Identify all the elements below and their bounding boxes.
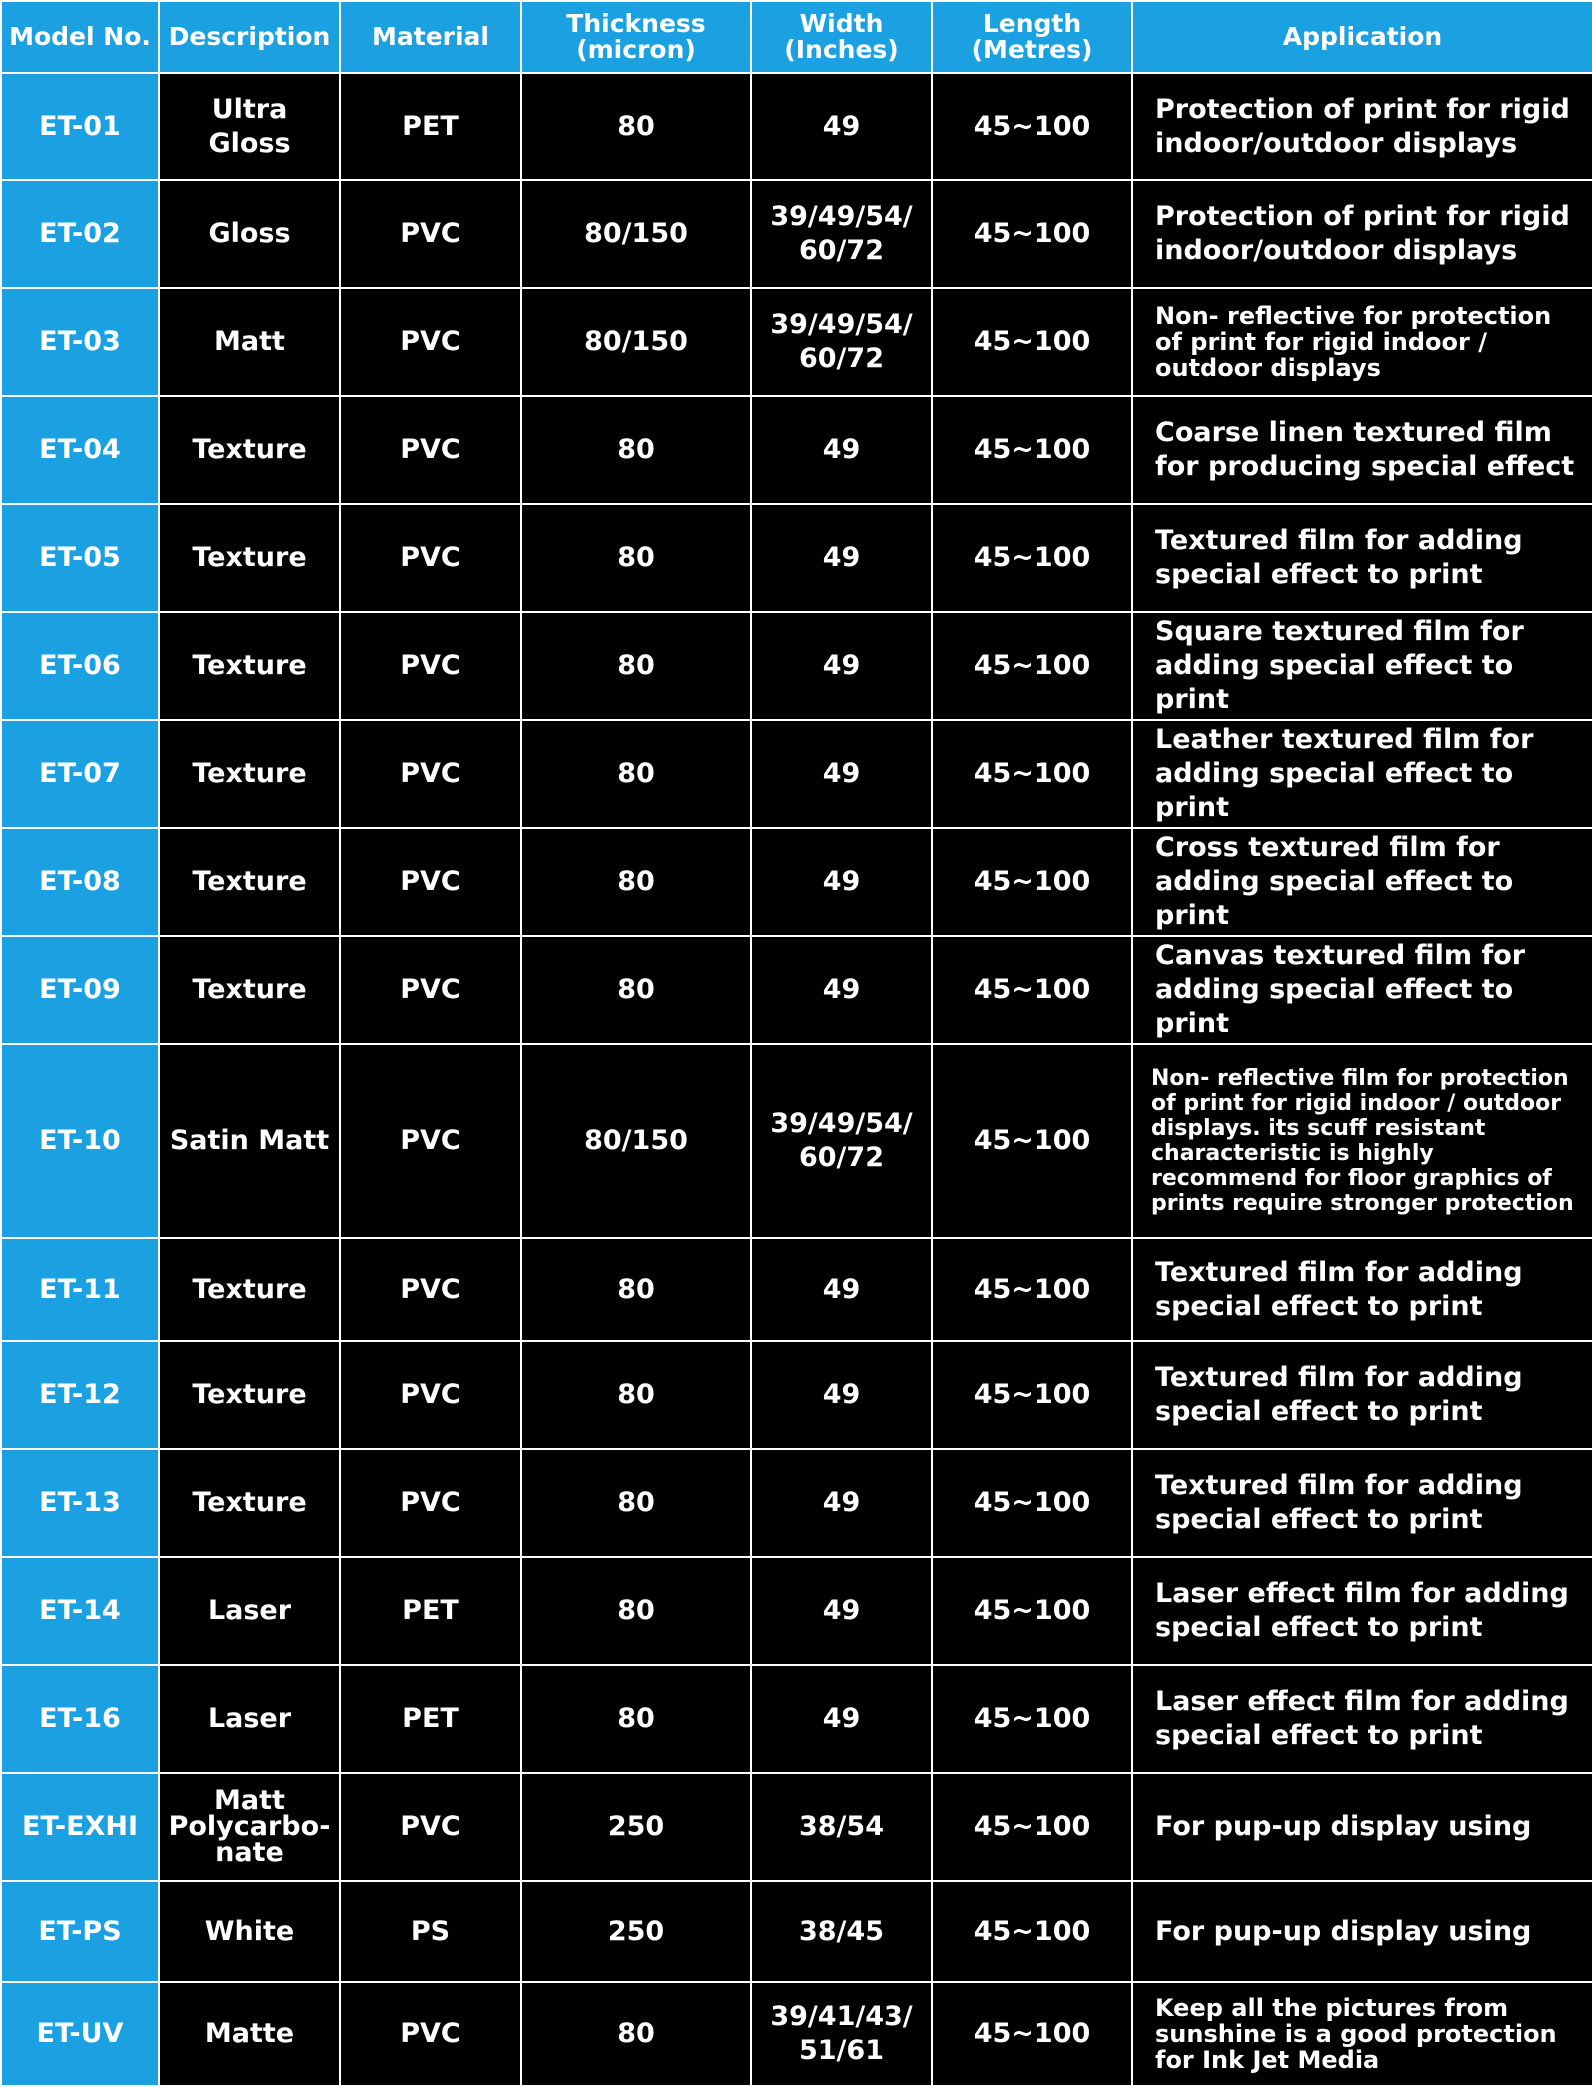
header-description: Description [159,1,340,73]
cell-description: Texture [159,396,340,504]
cell-length: 45~100 [932,1773,1132,1881]
cell-model-no: ET-05 [1,504,159,612]
cell-model-no: ET-11 [1,1238,159,1341]
cell-application: Keep all the pictures from sunshine is a good protection for Ink Jet Media [1132,1982,1592,2086]
header-thickness: Thickness (micron) [521,1,751,73]
cell-material: PVC [340,180,521,288]
cell-model-no: ET-04 [1,396,159,504]
cell-thickness: 80 [521,1449,751,1557]
cell-application: Non- reflective for protection of print for rigid indoor / outdoor displays [1132,288,1592,396]
cell-material: PET [340,73,521,180]
cell-material: PVC [340,936,521,1044]
cell-width: 49 [751,936,932,1044]
cell-description: Gloss [159,180,340,288]
cell-width: 39/49/54/ 60/72 [751,1044,932,1238]
cell-length: 45~100 [932,1665,1132,1773]
cell-material: PET [340,1665,521,1773]
table-row [1,180,1592,288]
cell-length: 45~100 [932,73,1132,180]
table-row [1,1341,1592,1449]
cell-material: PVC [340,504,521,612]
cell-description: Laser [159,1665,340,1773]
cell-material: PVC [340,396,521,504]
cell-width: 49 [751,612,932,720]
cell-material: PVC [340,1982,521,2086]
table-row [1,828,1592,936]
cell-description: Texture [159,720,340,828]
cell-application: Coarse linen textured film for producing special effect [1132,396,1592,504]
table-row [1,1238,1592,1341]
cell-model-no: ET-PS [1,1881,159,1982]
cell-application: Protection of print for rigid indoor/outdoor displays [1132,73,1592,180]
cell-length: 45~100 [932,1881,1132,1982]
table-row [1,1044,1592,1238]
cell-application: Leather textured film for adding special effect to print [1132,720,1592,828]
header-application: Application [1132,1,1592,73]
cell-material: PVC [340,720,521,828]
cell-model-no: ET-UV [1,1982,159,2086]
table-row [1,1982,1592,2086]
cell-length: 45~100 [932,396,1132,504]
cell-length: 45~100 [932,1341,1132,1449]
cell-thickness: 80 [521,1341,751,1449]
cell-width: 39/49/54/ 60/72 [751,180,932,288]
cell-description: Texture [159,1341,340,1449]
cell-material: PVC [340,1773,521,1881]
cell-thickness: 80 [521,73,751,180]
cell-width: 38/45 [751,1881,932,1982]
cell-application: Textured film for adding special effect to print [1132,1238,1592,1341]
cell-description: Texture [159,828,340,936]
cell-description: Texture [159,612,340,720]
cell-length: 45~100 [932,1044,1132,1238]
cell-thickness: 80/150 [521,180,751,288]
cell-length: 45~100 [932,936,1132,1044]
table-row [1,73,1592,180]
cell-description: Texture [159,936,340,1044]
cell-thickness: 80 [521,936,751,1044]
header-length: Length (Metres) [932,1,1132,73]
header-material: Material [340,1,521,73]
cell-thickness: 80 [521,612,751,720]
cell-length: 45~100 [932,288,1132,396]
cell-length: 45~100 [932,504,1132,612]
cell-thickness: 80 [521,720,751,828]
cell-application: Laser effect film for adding special effect to print [1132,1557,1592,1665]
cell-model-no: ET-02 [1,180,159,288]
cell-thickness: 250 [521,1773,751,1881]
cell-material: PVC [340,1449,521,1557]
cell-description: Texture [159,1238,340,1341]
table-row [1,1881,1592,1982]
cell-model-no: ET-EXHI [1,1773,159,1881]
cell-material: PVC [340,1238,521,1341]
cell-application: Protection of print for rigid indoor/outdoor displays [1132,180,1592,288]
table-row [1,504,1592,612]
cell-application: Textured film for adding special effect to print [1132,1449,1592,1557]
cell-length: 45~100 [932,180,1132,288]
cell-width: 49 [751,1557,932,1665]
cell-application: Non- reflective film for protection of print for rigid indoor / outdoor displays. its scuff resistant characteristic is highly recommend for floor graphics of prints require stronger protection [1132,1044,1592,1238]
cell-width: 49 [751,720,932,828]
cell-thickness: 80/150 [521,288,751,396]
cell-description: Ultra Gloss [159,73,340,180]
cell-description: Laser [159,1557,340,1665]
table-row [1,1557,1592,1665]
cell-description: Matt [159,288,340,396]
cell-thickness: 80 [521,1557,751,1665]
cell-model-no: ET-10 [1,1044,159,1238]
cell-material: PET [340,1557,521,1665]
cell-material: PVC [340,612,521,720]
cell-model-no: ET-14 [1,1557,159,1665]
table-row [1,1449,1592,1557]
cell-length: 45~100 [932,1557,1132,1665]
cell-model-no: ET-07 [1,720,159,828]
cell-width: 49 [751,828,932,936]
cell-thickness: 80 [521,396,751,504]
cell-description: Satin Matt [159,1044,340,1238]
table-row [1,1773,1592,1881]
cell-width: 49 [751,1238,932,1341]
cell-width: 39/41/43/ 51/61 [751,1982,932,2086]
cell-width: 49 [751,1665,932,1773]
cell-model-no: ET-06 [1,612,159,720]
cell-material: PVC [340,828,521,936]
cell-width: 49 [751,1341,932,1449]
table-row [1,720,1592,828]
cell-material: PVC [340,288,521,396]
cell-description: Matt Polycarbo-nate [159,1773,340,1881]
cell-description: Matte [159,1982,340,2086]
cell-application: Textured film for adding special effect to print [1132,1341,1592,1449]
cell-application: For pup-up display using [1132,1773,1592,1881]
cell-thickness: 80 [521,504,751,612]
cell-model-no: ET-13 [1,1449,159,1557]
table-row [1,936,1592,1044]
table-row [1,612,1592,720]
table-row [1,396,1592,504]
cell-thickness: 80 [521,1665,751,1773]
cell-length: 45~100 [932,1449,1132,1557]
cell-model-no: ET-01 [1,73,159,180]
cell-description: Texture [159,504,340,612]
cell-width: 49 [751,1449,932,1557]
cell-description: Texture [159,1449,340,1557]
cell-description: White [159,1881,340,1982]
cell-model-no: ET-03 [1,288,159,396]
cell-application: Square textured film for adding special effect to print [1132,612,1592,720]
cell-material: PVC [340,1341,521,1449]
cell-length: 45~100 [932,828,1132,936]
cell-thickness: 80/150 [521,1044,751,1238]
cell-width: 49 [751,504,932,612]
table-row [1,288,1592,396]
cell-thickness: 80 [521,1238,751,1341]
header-row [1,1,1592,73]
cell-length: 45~100 [932,1982,1132,2086]
cell-model-no: ET-09 [1,936,159,1044]
cell-model-no: ET-08 [1,828,159,936]
cell-width: 39/49/54/ 60/72 [751,288,932,396]
cell-material: PVC [340,1044,521,1238]
cell-thickness: 250 [521,1881,751,1982]
cell-model-no: ET-12 [1,1341,159,1449]
cell-material: PS [340,1881,521,1982]
cell-application: Laser effect film for adding special effect to print [1132,1665,1592,1773]
cell-width: 38/54 [751,1773,932,1881]
table-row [1,1665,1592,1773]
cell-application: Textured film for adding special effect to print [1132,504,1592,612]
cell-model-no: ET-16 [1,1665,159,1773]
header-model-no: Model No. [1,1,159,73]
table-header [1,1,1592,73]
table-body [1,73,1592,2086]
cell-length: 45~100 [932,1238,1132,1341]
cell-width: 49 [751,396,932,504]
cell-thickness: 80 [521,1982,751,2086]
cell-thickness: 80 [521,828,751,936]
cell-length: 45~100 [932,612,1132,720]
cell-length: 45~100 [932,720,1132,828]
cell-width: 49 [751,73,932,180]
cell-application: For pup-up display using [1132,1881,1592,1982]
cell-application: Canvas textured film for adding special effect to print [1132,936,1592,1044]
header-width: Width (Inches) [751,1,932,73]
cell-application: Cross textured film for adding special effect to print [1132,828,1592,936]
